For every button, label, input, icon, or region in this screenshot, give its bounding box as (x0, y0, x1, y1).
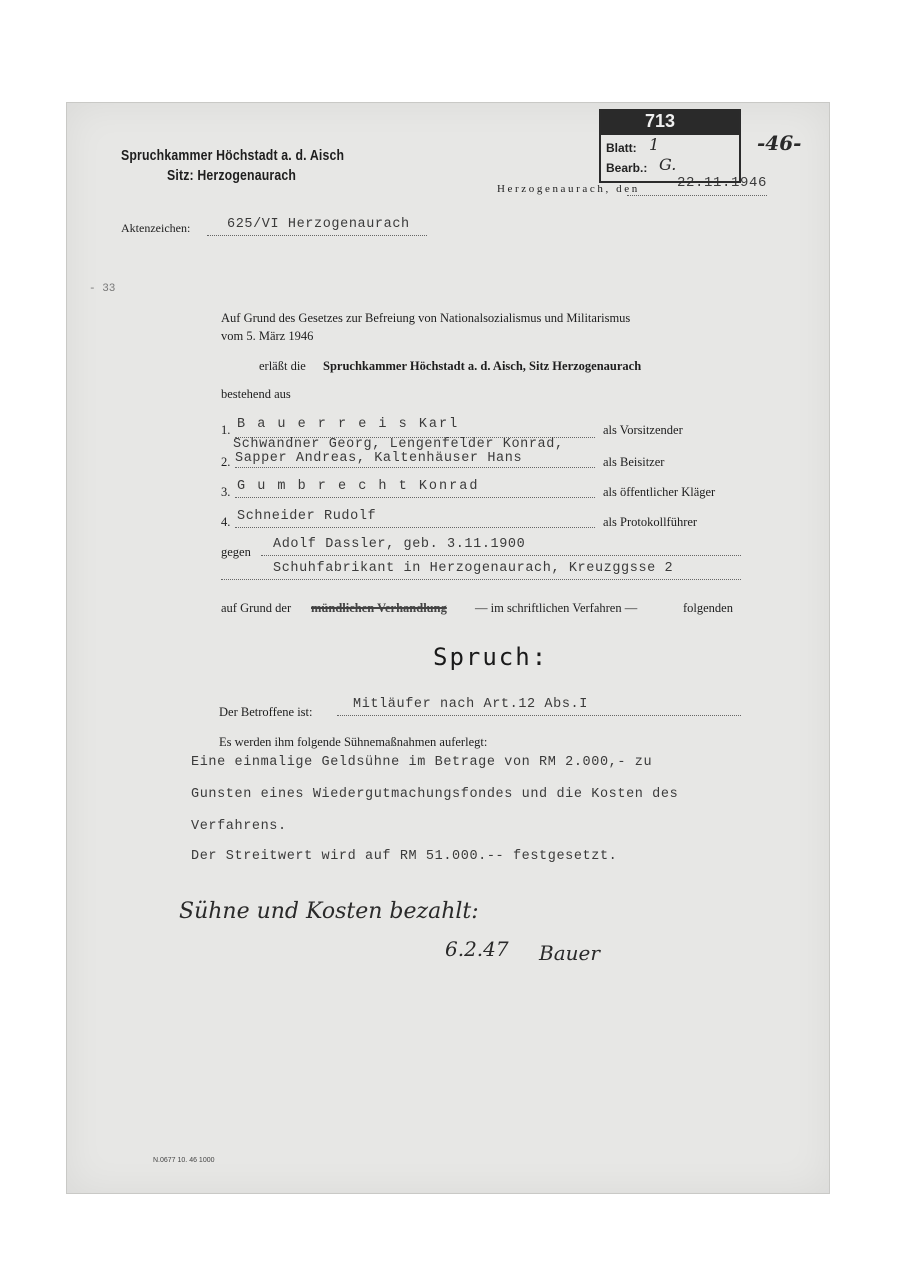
stamp-blatt-value: 1 (649, 135, 660, 154)
against-line-1: Adolf Dassler, geb. 3.11.1900 (273, 537, 526, 552)
member-4-role: als Protokollführer (603, 515, 698, 529)
stamp-number: 713 (645, 111, 676, 131)
member-2-num: 2. (221, 455, 231, 469)
verdict-label: Der Betroffene ist: (219, 705, 313, 719)
court-name: Spruchkammer Höchstadt a. d. Aisch (121, 147, 345, 164)
intro-line-2: vom 5. März 1946 (221, 329, 314, 343)
member-3-role: als öffentlicher Kläger (603, 485, 716, 499)
intro-erlaesst-court: Spruchkammer Höchstadt a. d. Aisch, Sitz Herzogenaurach (323, 359, 642, 373)
document-date: 22.11.1946 (677, 175, 768, 191)
bestehend-aus: bestehend aus (221, 387, 291, 401)
measures-intro: Es werden ihm folgende Sühnemaßnahmen auferlegt: (219, 735, 488, 749)
verdict-text-line-2: Gunsten eines Wiedergutmachungsfondes und die Kosten des (191, 787, 679, 802)
member-4-name: Schneider Rudolf (237, 509, 377, 524)
grounds-prefix: auf Grund der (221, 601, 292, 615)
member-1-role: als Vorsitzender (603, 423, 683, 437)
verdict-title: Spruch: (433, 643, 549, 671)
aktenzeichen-label: Aktenzeichen: (121, 221, 191, 235)
grounds-end: folgenden (683, 601, 733, 615)
stamp-blatt-label: Blatt: (606, 141, 637, 155)
member-1-num: 1. (221, 423, 231, 437)
member-2-name-line1: Schwandner Georg, Lengenfelder Konrad, (233, 437, 564, 452)
member-3-num: 3. (221, 485, 231, 499)
stamp-bearb-value: G. (659, 155, 677, 174)
member-4-num: 4. (221, 515, 231, 529)
margin-mark: - 33 (89, 283, 116, 295)
member-1-name: B a u e r r e i s Karl (237, 417, 460, 432)
member-3-name: G u m b r e c h t Konrad (237, 479, 480, 494)
aktenzeichen-value: 625/VI Herzogenaurach (227, 217, 410, 232)
handwritten-signature: Bauer (539, 941, 600, 965)
verdict-text-line-3: Verfahrens. (191, 819, 287, 834)
against-label: gegen (221, 545, 251, 559)
against-line-2: Schuhfabrikant in Herzogenaurach, Kreuzggsse 2 (273, 561, 674, 576)
handwritten-note: Sühne und Kosten bezahlt: (179, 899, 479, 924)
grounds-suffix: — im schriftlichen Verfahren — (475, 601, 638, 615)
intro-line-1: Auf Grund des Gesetzes zur Befreiung von Nationalsozialismus und Militarismus (221, 311, 631, 325)
registry-stamp (599, 109, 741, 183)
document-page (66, 102, 830, 1194)
verdict-value: Mitläufer nach Art.12 Abs.I (353, 697, 588, 712)
stamp-bearb-label: Bearb.: (606, 161, 648, 175)
verdict-text-line-4: Der Streitwert wird auf RM 51.000.-- festgesetzt. (191, 849, 618, 864)
page-mark: -46- (757, 131, 802, 155)
member-2-name: Sapper Andreas, Kaltenhäuser Hans (235, 451, 523, 466)
court-seat: Sitz: Herzogenaurach (167, 167, 297, 184)
place-date-label: Herzogenaurach, den (497, 183, 640, 195)
form-code: N.0677 10. 46 1000 (153, 1157, 215, 1164)
grounds-struck: mündlichen Verhandlung (311, 601, 447, 615)
member-2-role: als Beisitzer (603, 455, 665, 469)
handwritten-date: 6.2.47 (445, 937, 509, 961)
intro-erlaesst-prefix: erläßt die (259, 359, 306, 373)
verdict-text-line-1: Eine einmalige Geldsühne im Betrage von RM 2.000,- zu (191, 755, 653, 770)
